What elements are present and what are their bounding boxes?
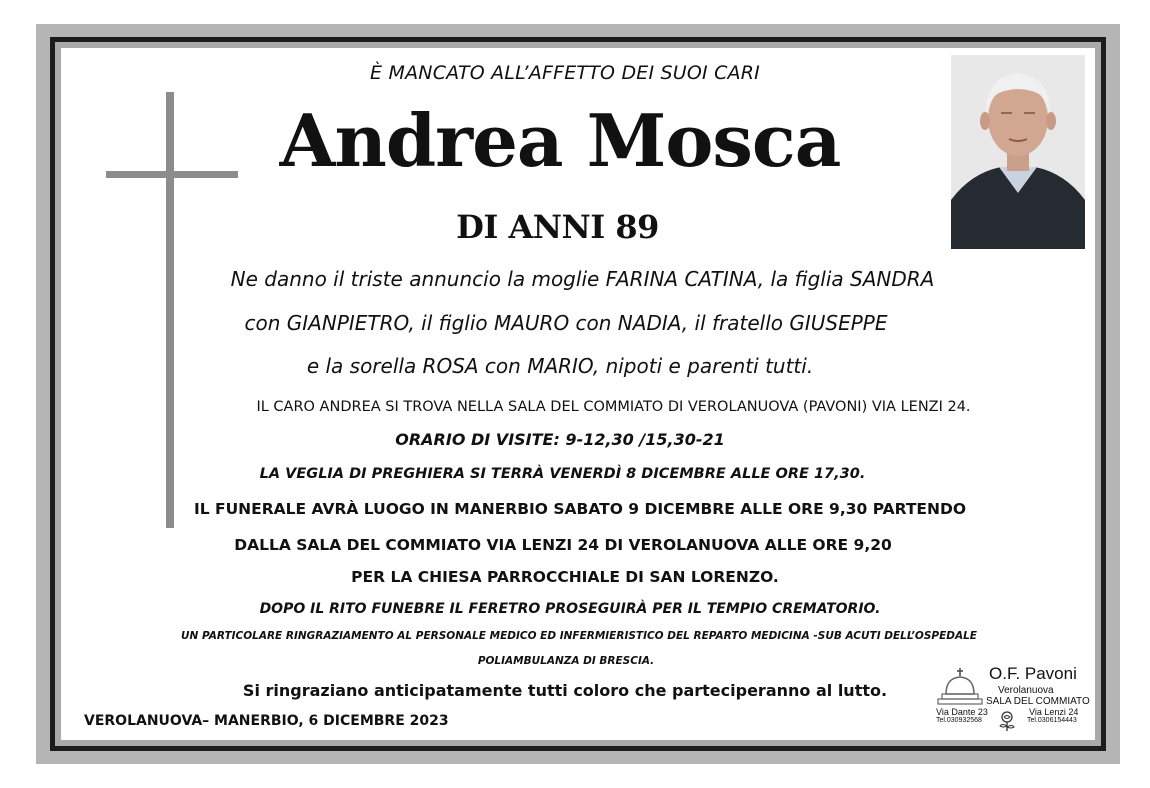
agency-phone-2: Tel.0306154443 — [1027, 717, 1077, 724]
place-date: VEROLANUOVA– MANERBIO, 6 DICEMBRE 2023 — [84, 713, 449, 729]
thanks-staff-line-1: UN PARTICOLARE RINGRAZIAMENTO AL PERSONALE MEDICO ED INFERMIERISTICO DEL REPARTO MEDICINA -SUB ACUTI DELL’OSPEDALE — [181, 630, 977, 642]
vigil-text: LA VEGLIA DI PREGHIERA SI TERRÀ VENERDÌ 8 DICEMBRE ALLE ORE 17,30. — [259, 466, 866, 482]
agency-phone-1: Tel.030932568 — [936, 717, 982, 724]
after-rite-text: DOPO IL RITO FUNEBRE IL FERETRO PROSEGUIRÀ PER IL TEMPIO CREMATORIO. — [259, 601, 881, 617]
family-line-1: Ne danno il triste annuncio la moglie FARINA CATINA, la figlia SANDRA — [230, 267, 935, 291]
funeral-line-2: DALLA SALA DEL COMMIATO VIA LENZI 24 DI VEROLANUOVA ALLE ORE 9,20 — [234, 536, 892, 554]
family-line-3: e la sorella ROSA con MARIO, nipoti e parenti tutti. — [306, 354, 814, 378]
funeral-agency-logo — [934, 662, 1094, 736]
agency-name: O.F. Pavoni — [989, 664, 1077, 683]
agency-address-2: Via Lenzi 24 — [1029, 707, 1079, 717]
tagline: È MANCATO ALL’AFFETTO DEI SUOI CARI — [370, 62, 760, 84]
church-dome-icon — [936, 666, 984, 708]
agency-hall: SALA DEL COMMIATO — [986, 696, 1090, 707]
location-text: IL CARO ANDREA SI TROVA NELLA SALA DEL COMMIATO DI VEROLANUOVA (PAVONI) VIA LENZI 24. — [256, 399, 971, 415]
visiting-hours: ORARIO DI VISITE: 9-12,30 /15,30-21 — [395, 430, 725, 449]
agency-address-1: Via Dante 23 — [936, 707, 988, 717]
deceased-age: DI ANNI 89 — [456, 208, 659, 246]
rose-icon — [996, 710, 1018, 732]
family-line-2: con GIANPIETRO, il figlio MAURO con NADIA, il fratello GIUSEPPE — [244, 311, 888, 335]
thanks-all: Si ringraziano anticipatamente tutti coloro che parteciperanno al lutto. — [242, 681, 888, 700]
agency-city: Verolanuova — [998, 685, 1054, 696]
portrait-photo — [951, 55, 1085, 249]
deceased-name: Andrea Mosca — [279, 98, 841, 183]
funeral-line-3: PER LA CHIESA PARROCCHIALE DI SAN LORENZO. — [351, 568, 779, 586]
funeral-line-1: IL FUNERALE AVRÀ LUOGO IN MANERBIO SABATO 9 DICEMBRE ALLE ORE 9,30 PARTENDO — [193, 500, 967, 518]
thanks-staff-line-2: POLIAMBULANZA DI BRESCIA. — [477, 655, 655, 667]
